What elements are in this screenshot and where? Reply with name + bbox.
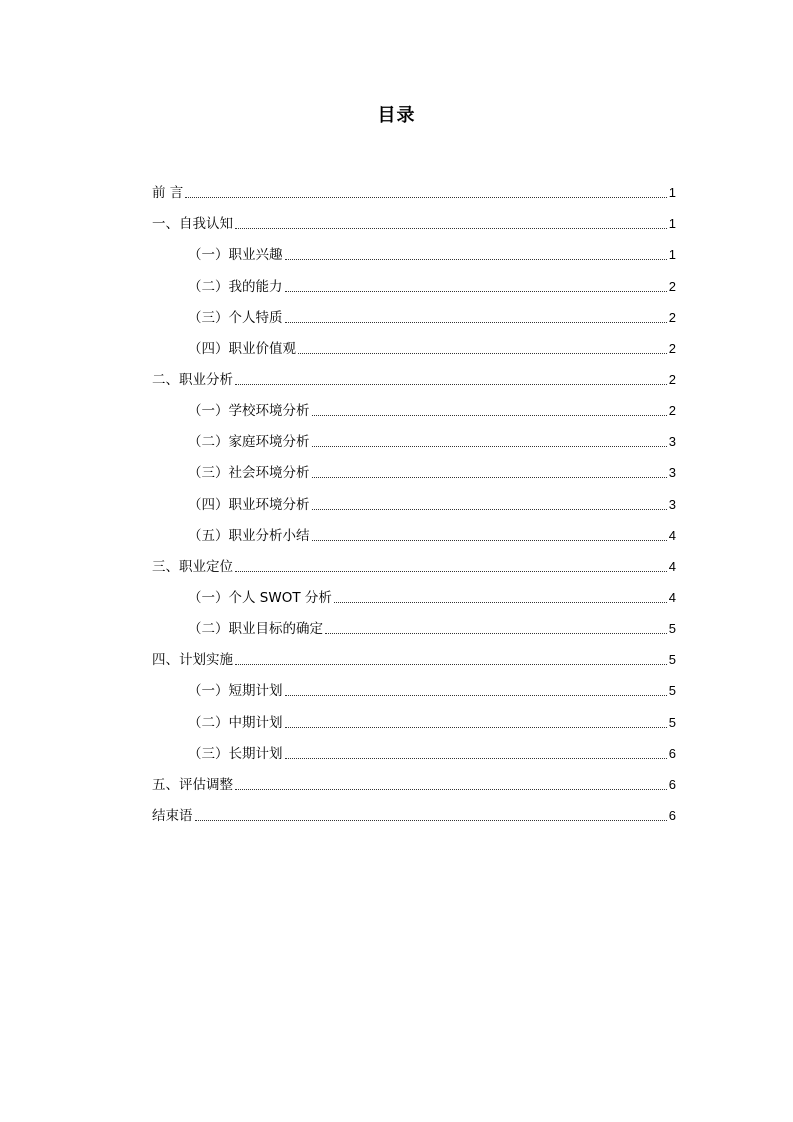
toc-dot-leader (312, 415, 667, 416)
toc-entry[interactable] (152, 453, 676, 484)
toc-dot-leader (285, 259, 667, 260)
toc-entry-label: （一）个人 SWOT 分析 (188, 589, 332, 606)
toc-dot-leader (285, 727, 667, 728)
toc-dot-leader (235, 789, 667, 790)
toc-title: 目录 (377, 105, 416, 126)
toc-entry-label: 一、自我认知 (152, 216, 233, 233)
toc-entry[interactable] (152, 391, 676, 422)
toc-dot-leader (235, 228, 667, 229)
toc-dot-leader (235, 571, 667, 572)
toc-entry-label: （四）职业环境分析 (188, 496, 310, 513)
toc-entry[interactable] (152, 298, 676, 329)
toc-entry-page-number: 2 (668, 371, 676, 387)
toc-dot-leader (285, 322, 667, 323)
toc-dot-leader (235, 664, 667, 665)
toc-dot-leader (334, 602, 667, 603)
toc-dot-leader (325, 633, 667, 634)
toc-dot-leader (298, 353, 667, 354)
toc-entry[interactable] (152, 796, 676, 827)
toc-entry-page-number: 4 (668, 589, 676, 605)
toc-entry-label: 二、职业分析 (152, 371, 233, 388)
toc-entry[interactable] (152, 204, 676, 235)
toc-entry-page-number: 1 (668, 247, 676, 263)
toc-dot-leader (312, 446, 667, 447)
toc-entry-label: （五）职业分析小结 (188, 527, 310, 544)
toc-entry-label: （一）短期计划 (188, 683, 283, 700)
toc-entry[interactable] (152, 329, 676, 360)
toc-entry-page-number: 1 (668, 216, 676, 232)
toc-entry-page-number: 4 (668, 527, 676, 543)
toc-entry-label: 三、职业定位 (152, 558, 233, 575)
toc-entry[interactable] (152, 578, 676, 609)
toc-dot-leader (285, 291, 667, 292)
toc-entry-page-number: 2 (668, 340, 676, 356)
toc-entry[interactable] (152, 547, 676, 578)
toc-entry-label: 前 言 (152, 185, 184, 202)
toc-entry-label: （三）长期计划 (188, 745, 283, 762)
toc-entry[interactable] (152, 702, 676, 733)
toc-entry-page-number: 1 (668, 185, 676, 201)
toc-entry-label: （二）中期计划 (188, 714, 283, 731)
toc-entry[interactable] (152, 734, 676, 765)
toc-entry-label: （一）学校环境分析 (188, 403, 310, 420)
toc-entry-label: 结束语 (152, 807, 193, 824)
toc-entry[interactable] (152, 360, 676, 391)
toc-dot-leader (312, 477, 667, 478)
toc-entry[interactable] (152, 671, 676, 702)
toc-entry-page-number: 5 (668, 714, 676, 730)
toc-entry-page-number: 4 (668, 558, 676, 574)
toc-entry[interactable] (152, 609, 676, 640)
toc-list (152, 173, 676, 827)
toc-entry-label: （三）个人特质 (188, 309, 283, 326)
toc-dot-leader (312, 540, 667, 541)
toc-entry-label: （四）职业价值观 (188, 340, 296, 357)
toc-entry-page-number: 5 (668, 683, 676, 699)
toc-entry[interactable] (152, 516, 676, 547)
toc-dot-leader (312, 509, 667, 510)
toc-entry-label: 四、计划实施 (152, 652, 233, 669)
toc-entry-label: （二）职业目标的确定 (188, 621, 323, 638)
toc-entry-page-number: 5 (668, 652, 676, 668)
toc-entry-page-number: 3 (668, 496, 676, 512)
toc-entry[interactable] (152, 765, 676, 796)
toc-entry-page-number: 2 (668, 278, 676, 294)
toc-entry[interactable] (152, 484, 676, 515)
toc-dot-leader (185, 197, 666, 198)
toc-entry[interactable] (152, 235, 676, 266)
toc-entry[interactable] (152, 173, 676, 204)
toc-dot-leader (285, 695, 667, 696)
toc-entry-label: （三）社会环境分析 (188, 465, 310, 482)
toc-entry-page-number: 6 (668, 807, 676, 823)
toc-dot-leader (235, 384, 667, 385)
toc-entry-label: （二）我的能力 (188, 278, 283, 295)
toc-entry-label: 五、评估调整 (152, 776, 233, 793)
toc-entry-page-number: 6 (668, 745, 676, 761)
toc-entry[interactable] (152, 266, 676, 297)
toc-entry-page-number: 2 (668, 309, 676, 325)
toc-entry[interactable] (152, 640, 676, 671)
toc-dot-leader (195, 820, 667, 821)
toc-entry-page-number: 3 (668, 465, 676, 481)
toc-entry-page-number: 2 (668, 403, 676, 419)
toc-entry-label: （一）职业兴趣 (188, 247, 283, 264)
toc-entry-label: （二）家庭环境分析 (188, 434, 310, 451)
toc-entry-page-number: 5 (668, 621, 676, 637)
toc-entry-page-number: 3 (668, 434, 676, 450)
toc-dot-leader (285, 758, 667, 759)
toc-entry-page-number: 6 (668, 776, 676, 792)
toc-entry[interactable] (152, 422, 676, 453)
